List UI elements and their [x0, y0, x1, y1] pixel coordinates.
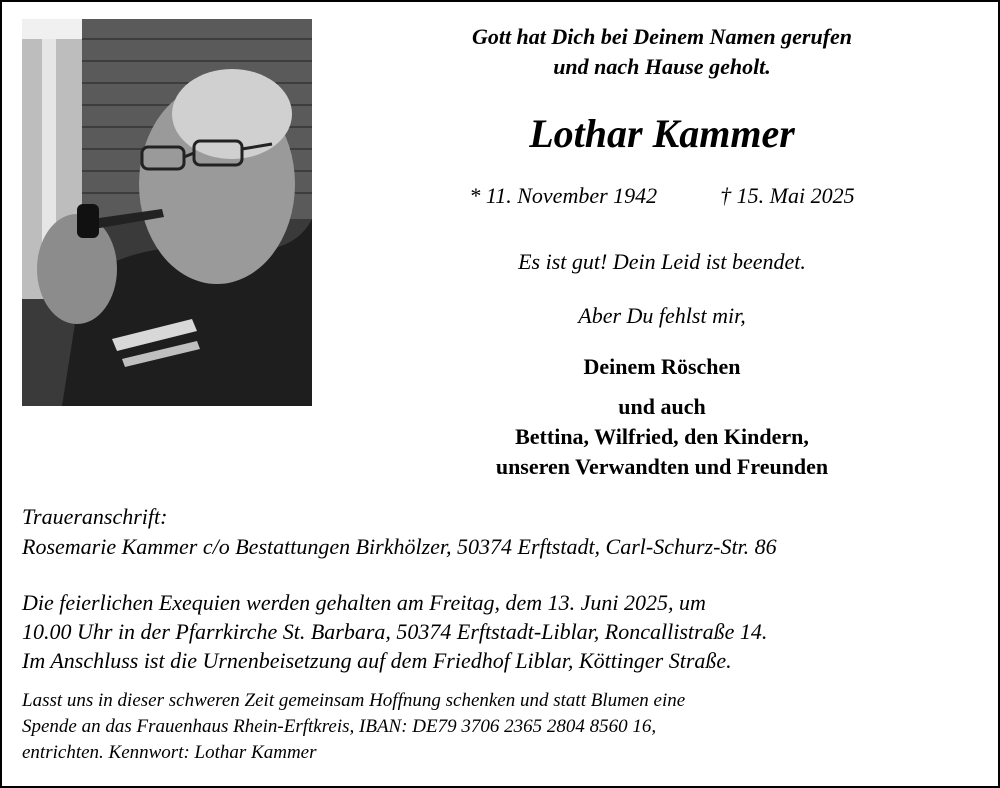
mourner-line: und auch: [618, 394, 706, 419]
quote-2: Aber Du fehlst mir,: [578, 303, 746, 328]
donation-line: entrichten. Kennwort: Lothar Kammer: [22, 742, 317, 763]
mourners-others: [332, 392, 992, 482]
verse-line: und nach Hause geholt.: [553, 54, 771, 79]
service-line: Die feierlichen Exequien werden gehalten am Freitag, dem 13. Juni 2025, um: [22, 590, 706, 615]
mourner-line: unseren Verwandten und Freunden: [495, 454, 829, 479]
address-label: Traueranschrift:: [22, 504, 168, 529]
address-block: [22, 502, 992, 562]
verse-line: Gott hat Dich bei Deinem Namen gerufen: [471, 24, 853, 49]
portrait-photo: [22, 19, 312, 406]
service-line: Im Anschluss ist die Urnenbeisetzung auf dem Friedhof Liblar, Köttinger Straße.: [22, 648, 732, 673]
death-date: † 15. Mai 2025: [720, 183, 855, 208]
mourner-line: Bettina, Wilfried, den Kindern,: [515, 424, 809, 449]
quote: Es ist gut! Dein Leid ist beendet.: [518, 249, 806, 274]
donation-info: [22, 688, 992, 766]
service-info: [22, 588, 992, 675]
deceased-name: Lothar Kammer: [529, 111, 795, 156]
donation-line: Spende an das Frauenhaus Rhein-Erftkreis, IBAN: DE79 3706 2365 2804 8560 16,: [22, 716, 657, 737]
verse: [332, 22, 992, 82]
service-line: 10.00 Uhr in der Pfarrkirche St. Barbara, 50374 Erftstadt-Liblar, Roncallistraße 14.: [22, 619, 768, 644]
donation-line: Lasst uns in dieser schweren Zeit gemeinsam Hoffnung schenken und statt Blumen eine: [22, 690, 686, 711]
life-dates: [332, 182, 992, 210]
mourner-main: Deinem Röschen: [583, 354, 741, 379]
address-text: Rosemarie Kammer c/o Bestattungen Birkhölzer, 50374 Erftstadt, Carl-Schurz-Str. 86: [22, 534, 777, 559]
birth-date: * 11. November 1942: [469, 183, 658, 208]
